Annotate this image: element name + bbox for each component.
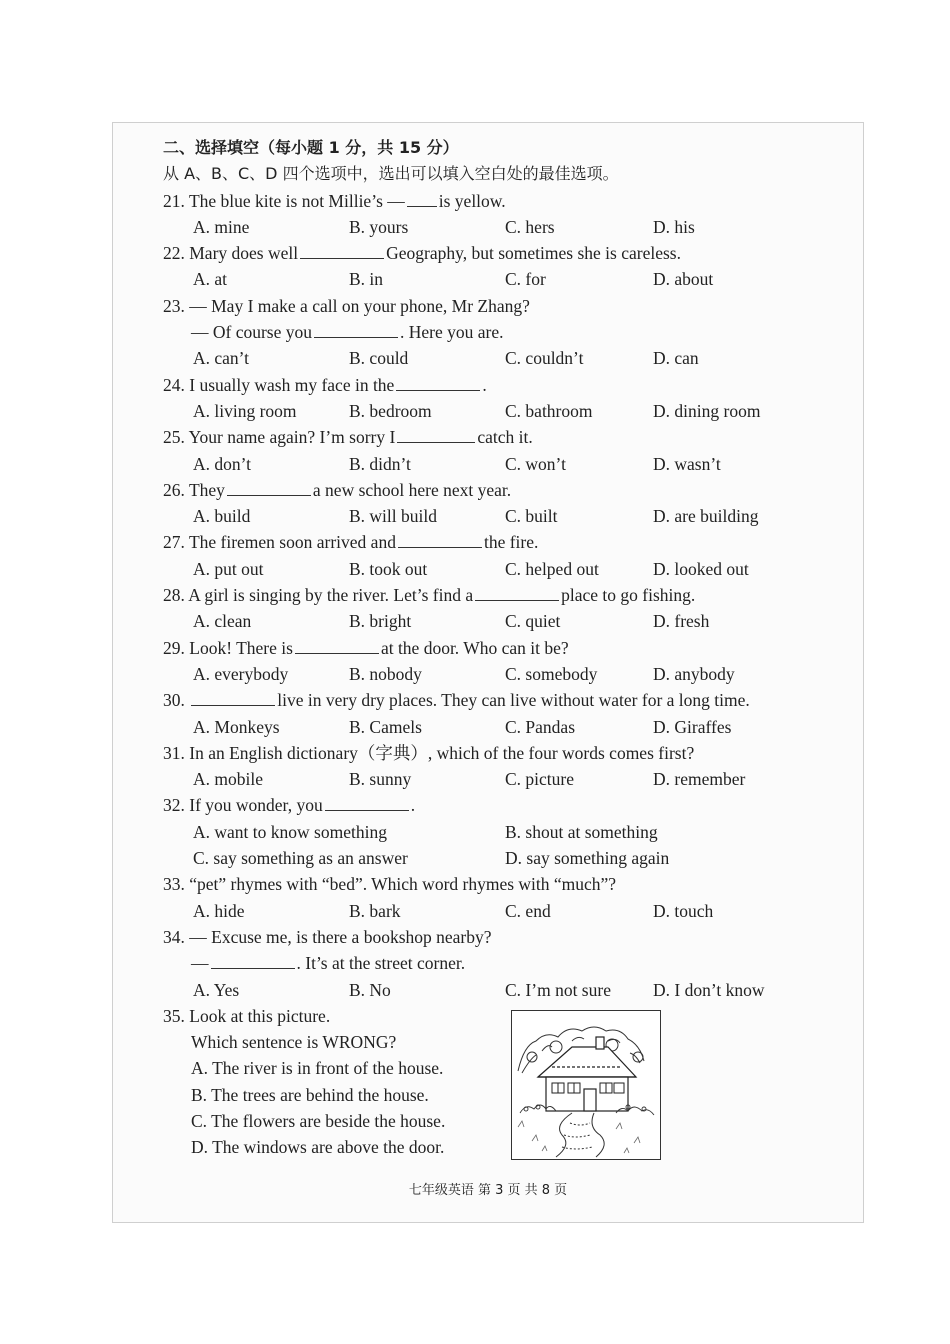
question-content	[163, 135, 853, 1161]
option-b: B. The trees are behind the house.	[191, 1084, 429, 1105]
option-b: B. bedroom	[349, 400, 432, 421]
question-number: 28.	[163, 585, 185, 606]
question-28: 28. A girl is singing by the river. Let’s find a place to go fishing.	[163, 585, 696, 606]
answer-blank	[227, 481, 311, 496]
river-icon	[556, 1113, 604, 1157]
option-a: A. can’t	[193, 348, 250, 369]
option-b: B. shout at something	[505, 821, 658, 842]
options-25	[163, 451, 853, 477]
options-22	[163, 266, 853, 292]
question-number: 21.	[163, 190, 185, 211]
option-b: B. could	[349, 348, 409, 369]
options-30	[163, 714, 853, 740]
house-illustration	[512, 1011, 660, 1159]
section-instruction: 从 A、B、C、D 四个选项中，选出可以填入空白处的最佳选项。	[163, 164, 619, 184]
option-a: A. mine	[193, 216, 250, 237]
options-27	[163, 556, 853, 582]
option-a: A. The river is in front of the house.	[191, 1058, 444, 1079]
option-d: D. remember	[653, 769, 746, 790]
door-icon	[584, 1089, 596, 1111]
question-number: 24.	[163, 374, 185, 395]
option-d: D. The windows are above the door.	[191, 1137, 445, 1158]
answer-blank	[398, 533, 482, 548]
question-number: 32.	[163, 795, 185, 816]
page-footer: 七年级英语 第 3 页 共 8 页	[408, 1183, 568, 1198]
option-b: B. took out	[349, 558, 428, 579]
option-c: C. end	[505, 900, 551, 921]
option-c: C. The flowers are beside the house.	[191, 1110, 446, 1131]
option-c: C. helped out	[505, 558, 599, 579]
option-b: B. bright	[349, 611, 412, 632]
option-a: A. don’t	[193, 453, 252, 474]
option-d: D. say something again	[505, 848, 670, 869]
answer-blank	[314, 323, 398, 338]
option-d: D. about	[653, 269, 714, 290]
answer-blank	[300, 244, 384, 259]
option-b: B. sunny	[349, 769, 412, 790]
answer-blank	[211, 954, 295, 969]
question-number: 33.	[163, 874, 185, 895]
options-31	[163, 766, 853, 792]
options-34	[163, 977, 853, 1003]
answer-blank	[407, 192, 437, 207]
house-picture	[511, 1010, 661, 1160]
question-25: 25. Your name again? I’m sorry I catch it.	[163, 427, 533, 448]
option-a: A. build	[193, 506, 251, 527]
option-c: C. say something as an answer	[193, 848, 408, 869]
answer-blank	[397, 428, 475, 443]
option-c: C. quiet	[505, 611, 561, 632]
option-c: C. Pandas	[505, 716, 575, 737]
question-number: 27.	[163, 532, 185, 553]
option-d: D. wasn’t	[653, 453, 721, 474]
options-23	[163, 345, 853, 371]
question-number: 26.	[163, 479, 185, 500]
option-d: D. I don’t know	[653, 979, 765, 1000]
option-a: A. want to know something	[193, 821, 387, 842]
answer-blank	[396, 376, 480, 391]
option-d: D. his	[653, 216, 695, 237]
question-33: 33. “pet” rhymes with “bed”. Which word rhymes with “much”?	[163, 874, 617, 895]
grass-icon	[518, 1121, 640, 1153]
option-d: D. looked out	[653, 558, 749, 579]
question-23: 23. — May I make a call on your phone, Mr Zhang?	[163, 295, 530, 316]
question-31: 31. In an English dictionary（字典）, which of the four words comes first?	[163, 742, 695, 763]
option-d: D. anybody	[653, 663, 735, 684]
option-a: A. clean	[193, 611, 252, 632]
option-b: B. bark	[349, 900, 401, 921]
options-32-row1	[163, 819, 853, 845]
option-b: B. yours	[349, 216, 409, 237]
options-21	[163, 214, 853, 240]
question-24: 24. I usually wash my face in the .	[163, 374, 487, 395]
question-number: 34.	[163, 926, 185, 947]
options-28	[163, 608, 853, 634]
question-35: 35. Look at this picture.	[163, 1005, 331, 1026]
exam-page	[112, 122, 864, 1223]
question-26: 26. They a new school here next year.	[163, 479, 512, 500]
options-24	[163, 398, 853, 424]
question-23-reply: — Of course you . Here you are.	[191, 322, 504, 343]
question-29: 29. Look! There is at the door. Who can it be?	[163, 637, 569, 658]
option-c: C. I’m not sure	[505, 979, 611, 1000]
option-c: C. couldn’t	[505, 348, 584, 369]
options-29	[163, 661, 853, 687]
option-a: A. living room	[193, 400, 297, 421]
question-30: 30. live in very dry places. They can live without water for a long time.	[163, 690, 750, 711]
option-c: C. somebody	[505, 663, 598, 684]
option-a: A. at	[193, 269, 228, 290]
option-a: A. put out	[193, 558, 264, 579]
question-number: 23.	[163, 295, 185, 316]
question-number: 30.	[163, 690, 185, 711]
option-d: D. are building	[653, 506, 759, 527]
option-b: B. No	[349, 979, 391, 1000]
options-33	[163, 898, 853, 924]
question-number: 22.	[163, 243, 185, 264]
question-35-prompt: Which sentence is WRONG?	[191, 1032, 397, 1053]
option-c: C. built	[505, 506, 558, 527]
option-c: C. hers	[505, 216, 555, 237]
option-a: A. mobile	[193, 769, 263, 790]
option-b: B. nobody	[349, 663, 422, 684]
option-b: B. Camels	[349, 716, 422, 737]
answer-blank	[295, 639, 379, 654]
option-b: B. will build	[349, 506, 437, 527]
answer-blank	[475, 586, 559, 601]
option-c: C. bathroom	[505, 400, 593, 421]
question-34-reply: — . It’s at the street corner.	[191, 953, 466, 974]
question-34: 34. — Excuse me, is there a bookshop nearby?	[163, 926, 492, 947]
option-a: A. Monkeys	[193, 716, 280, 737]
option-b: B. in	[349, 269, 384, 290]
question-32: 32. If you wonder, you .	[163, 795, 416, 816]
options-32-row2	[163, 845, 853, 871]
answer-blank	[325, 796, 409, 811]
question-number: 35.	[163, 1005, 185, 1026]
option-c: C. won’t	[505, 453, 566, 474]
option-a: A. hide	[193, 900, 245, 921]
question-number: 31.	[163, 742, 185, 763]
question-number: 25.	[163, 427, 185, 448]
option-a: A. everybody	[193, 663, 289, 684]
option-d: D. touch	[653, 900, 714, 921]
option-d: D. can	[653, 348, 699, 369]
option-d: D. fresh	[653, 611, 710, 632]
section-title: 二、选择填空（每小题 1 分，共 15 分）	[163, 138, 459, 157]
question-number: 29.	[163, 637, 185, 658]
option-d: D. dining room	[653, 400, 761, 421]
options-26	[163, 503, 853, 529]
option-c: C. for	[505, 269, 546, 290]
question-27: 27. The firemen soon arrived and the fire.	[163, 532, 539, 553]
option-c: C. picture	[505, 769, 575, 790]
answer-blank	[191, 691, 275, 706]
question-22: 22. Mary does well Geography, but sometimes she is careless.	[163, 243, 681, 264]
option-a: A. Yes	[193, 979, 240, 1000]
option-d: D. Giraffes	[653, 716, 732, 737]
question-21: 21. The blue kite is not Millie’s — is yellow.	[163, 190, 506, 211]
option-b: B. didn’t	[349, 453, 411, 474]
